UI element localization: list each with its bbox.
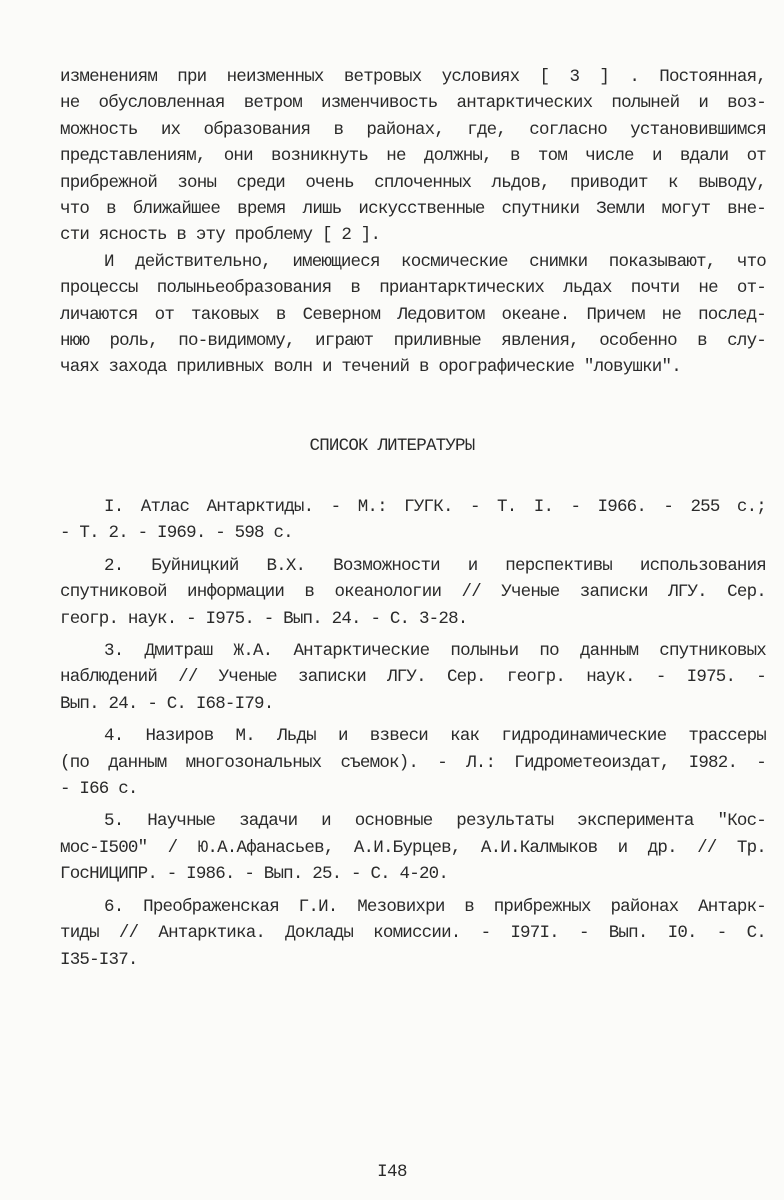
- reference-entry-3: [60, 638, 766, 717]
- reference-entry-2: [60, 553, 766, 632]
- text-line: I35-I37.: [60, 949, 138, 970]
- reference-entry-1: [60, 494, 766, 547]
- text-line: сти ясность в эту проблему [ 2 ].: [60, 225, 381, 246]
- text-line: геогр. наук. - I975. - Вып. 24. - С. 3-28.: [60, 608, 468, 629]
- text-line: I. Атлас Антарктиды. - М.: ГУГК. - Т. I. - I966. - 255 с.;: [104, 497, 766, 517]
- text-line: изменениям при неизменных ветровых условиях [ 3 ] . Постоянная,: [60, 67, 766, 87]
- text-line: чаях захода приливных волн и течений в орографические "ловушки".: [60, 357, 681, 378]
- text-line: процессы полыньеобразования в приантарктических льдах почти не от-: [60, 278, 766, 299]
- reference-entry-4: [60, 723, 766, 802]
- text-line: И действительно, имеющиеся космические снимки показывают, что: [104, 251, 766, 272]
- reference-entry-6: [60, 894, 766, 973]
- paragraph-2: [60, 249, 766, 381]
- text-line: прибрежной зоны среди очень сплоченных льдов, приводит к выводу,: [60, 172, 766, 193]
- text-line: 6. Преображенская Г.И. Мезовихри в прибрежных районах Антарк-: [104, 896, 766, 917]
- text-line: 3. Дмитраш Ж.А. Антарктические полыньи по данным спутниковых: [104, 641, 766, 662]
- reference-entry-5: [60, 808, 766, 887]
- text-line: тиды // Антарктика. Доклады комиссии. - I97I. - Вып. I0. - С.: [60, 923, 766, 944]
- text-line: можность их образования в районах, где, согласно установившимся: [60, 119, 766, 140]
- text-line: наблюдений // Ученые записки ЛГУ. Сер. геогр. наук. - I975. -: [60, 667, 766, 688]
- page-number: I48: [377, 1162, 407, 1182]
- text-line: личаются от таковых в Северном Ледовитом океане. Причем не послед-: [60, 304, 766, 325]
- reference-list: [60, 494, 766, 979]
- text-line: Вып. 24. - С. I68-I79.: [60, 693, 274, 714]
- text-line: 5. Научные задачи и основные результаты эксперимента "Кос-: [104, 811, 766, 832]
- text-line: нюю роль, по-видимому, играют приливные явления, особенно в слу-: [60, 331, 766, 352]
- text-line: не обусловленная ветром изменчивость антарктических полыней и воз-: [60, 93, 766, 114]
- text-line: спутниковой информации в океанологии // Ученые записки ЛГУ. Сер.: [60, 582, 766, 603]
- body-text: [60, 64, 766, 381]
- text-line: что в ближайшее время лишь искусственные спутники Земли могут вне-: [60, 199, 766, 220]
- text-line: 2. Буйницкий В.Х. Возможности и перспективы использования: [104, 555, 766, 576]
- text-line: представлениям, они возникнуть не должны, в том числе и вдали от: [60, 146, 766, 167]
- references-heading: СПИСОК ЛИТЕРАТУРЫ: [309, 436, 475, 456]
- text-line: - Т. 2. - I969. - 598 с.: [60, 523, 293, 544]
- text-line: ГосНИЦИПР. - I986. - Вып. 25. - С. 4-20.: [60, 864, 449, 885]
- text-line: - I66 с.: [60, 779, 138, 800]
- text-line: (по данным многозональных съемок). - Л.: Гидрометеоиздат, I982. -: [60, 752, 766, 773]
- paragraph-1: [60, 64, 766, 249]
- text-line: 4. Назиров М. Льды и взвеси как гидродинамические трассеры: [104, 726, 766, 747]
- text-line: мос-I500" / Ю.А.Афанасьев, А.И.Бурцев, А.И.Калмыков и др. // Тр.: [60, 837, 766, 858]
